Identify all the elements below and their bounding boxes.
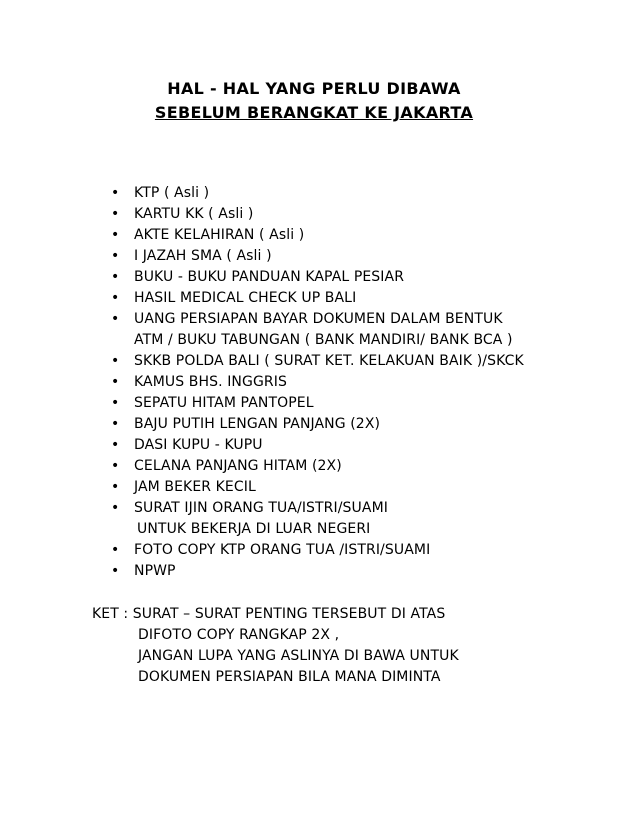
- title-line-2: SEBELUM BERANGKAT KE JAKARTA: [154, 103, 474, 122]
- list-item: [0, 267, 638, 288]
- bullet-icon: •: [111, 458, 120, 474]
- bullet-icon: •: [111, 269, 120, 285]
- list-item-text: BUKU - BUKU PANDUAN KAPAL PESIAR: [134, 269, 405, 285]
- list-item-text: KARTU KK ( Asli ): [134, 206, 254, 222]
- list-item-text: I JAZAH SMA ( Asli ): [134, 248, 272, 264]
- list-item-text: JAM BEKER KECIL: [134, 479, 256, 495]
- note-line-4: DOKUMEN PERSIAPAN BILA MANA DIMINTA: [138, 669, 441, 685]
- list-item: [0, 477, 638, 498]
- list-item-text: SURAT IJIN ORANG TUA/ISTRI/SUAMI: [134, 500, 388, 516]
- list-item-text: AKTE KELAHIRAN ( Asli ): [134, 227, 305, 243]
- list-item-text: KAMUS BHS. INGGRIS: [134, 374, 287, 390]
- list-item: [0, 498, 638, 537]
- list-item-text: BAJU PUTIH LENGAN PANJANG (2X): [134, 416, 381, 432]
- bullet-icon: •: [111, 374, 120, 390]
- note-line-3: JANGAN LUPA YANG ASLINYA DI BAWA UNTUK: [138, 648, 459, 664]
- list-item-text: NPWP: [134, 563, 176, 579]
- bullet-icon: •: [111, 353, 120, 369]
- list-item-text: KTP ( Asli ): [134, 185, 210, 201]
- bullet-icon: •: [111, 311, 120, 327]
- title-line-1: HAL - HAL YANG PERLU DIBAWA: [167, 79, 461, 98]
- note-line-2: DIFOTO COPY RANGKAP 2X ,: [138, 627, 340, 643]
- list-item: [0, 288, 638, 309]
- list-item: [0, 225, 638, 246]
- bullet-icon: •: [111, 395, 120, 411]
- document-title: [0, 78, 638, 124]
- bullet-icon: •: [111, 248, 120, 264]
- bullet-icon: •: [111, 437, 120, 453]
- bullet-icon: •: [111, 227, 120, 243]
- list-item: [0, 246, 638, 267]
- list-item-continuation: UNTUK BEKERJA DI LUAR NEGERI: [137, 521, 371, 537]
- bullet-icon: •: [111, 206, 120, 222]
- list-item-text: SEPATU HITAM PANTOPEL: [134, 395, 314, 411]
- bullet-icon: •: [111, 416, 120, 432]
- list-item: [0, 435, 638, 456]
- list-item: [0, 372, 638, 393]
- note-block: [92, 604, 459, 688]
- list-item-text: CELANA PANJANG HITAM (2X): [134, 458, 342, 474]
- bullet-icon: •: [111, 290, 120, 306]
- list-item: [0, 540, 638, 561]
- list-item-text: SKKB POLDA BALI ( SURAT KET. KELAKUAN BAIK )/SKCK: [134, 353, 524, 369]
- bullet-icon: •: [111, 542, 120, 558]
- list-item: [0, 351, 638, 372]
- list-item: [0, 183, 638, 204]
- list-item: [0, 393, 638, 414]
- list-item: [0, 414, 638, 435]
- note-line-1: KET : SURAT – SURAT PENTING TERSEBUT DI ATAS: [92, 606, 446, 622]
- list-item: [0, 309, 638, 348]
- list-item-text: FOTO COPY KTP ORANG TUA /ISTRI/SUAMI: [134, 542, 431, 558]
- list-item-continuation: ATM / BUKU TABUNGAN ( BANK MANDIRI/ BANK BCA ): [134, 332, 513, 348]
- list-item-text: HASIL MEDICAL CHECK UP BALI: [134, 290, 357, 306]
- list-item: [0, 204, 638, 225]
- bullet-icon: •: [111, 500, 120, 516]
- list-item: [0, 561, 638, 582]
- list-item: [0, 456, 638, 477]
- bullet-icon: •: [111, 479, 120, 495]
- list-item-text: UANG PERSIAPAN BAYAR DOKUMEN DALAM BENTUK: [134, 311, 503, 327]
- bullet-icon: •: [111, 185, 120, 201]
- list-item-text: DASI KUPU - KUPU: [134, 437, 263, 453]
- bullet-icon: •: [111, 563, 120, 579]
